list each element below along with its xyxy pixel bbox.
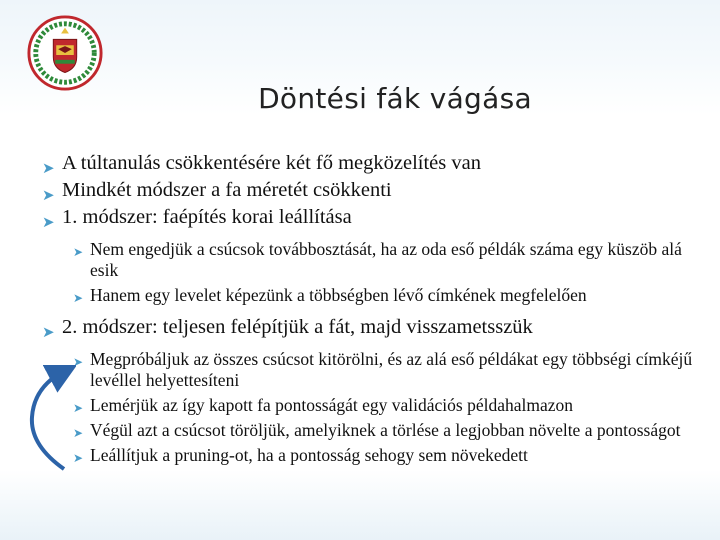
sub-bullet-text: Hanem egy levelet képezünk a többségben lévő címkének megfelelően <box>90 285 587 305</box>
sub-bullet-text: Leállítjuk a pruning-ot, ha a pontosság sehogy sem növekedett <box>90 445 528 465</box>
sub-bullet-text: Megpróbáljuk az összes csúcsot kitörölni, és az alá eső példákat egy többségi címkéjű levéllel helyettesíteni <box>90 349 693 390</box>
sub-bullet-2-1 <box>40 349 700 391</box>
sub-bullet-1-1 <box>40 239 700 281</box>
sub-bullet-2-4 <box>40 445 700 466</box>
slide-content <box>40 150 700 470</box>
slide-title: Döntési fák vágása <box>258 82 532 115</box>
arrow-bullet-icon: ➤ <box>42 159 55 177</box>
bullet-1 <box>40 150 700 177</box>
arrow-bullet-icon: ➤ <box>42 186 55 204</box>
sub-bullet-2-3 <box>40 420 700 441</box>
bullet-2 <box>40 177 700 204</box>
bullet-3 <box>40 204 700 231</box>
bullet-text: 2. módszer: teljesen felépítjük a fát, majd visszametsszük <box>62 316 533 338</box>
sub-bullet-text: Végül azt a csúcsot töröljük, amelyiknek a törlése a legjobban növelte a pontosságot <box>90 420 681 440</box>
arrow-bullet-icon: ➤ <box>73 245 84 259</box>
sub-bullet-text: Nem engedjük a csúcsok továbbosztását, ha az oda eső példák száma egy küszöb alá esik <box>90 239 682 280</box>
bullet-4 <box>40 314 700 341</box>
sub-bullet-1-2 <box>40 285 700 306</box>
footer-band <box>0 470 720 540</box>
bullet-text: A túltanulás csökkentésére két fő megközelítés van <box>62 152 481 174</box>
sub-bullet-2-2 <box>40 395 700 416</box>
loop-arrow-icon <box>26 365 76 475</box>
arrow-bullet-icon: ➤ <box>73 401 84 415</box>
university-crest-icon <box>26 14 104 92</box>
arrow-bullet-icon: ➤ <box>42 213 55 231</box>
arrow-bullet-icon: ➤ <box>73 451 84 465</box>
arrow-bullet-icon: ➤ <box>73 426 84 440</box>
arrow-bullet-icon: ➤ <box>73 291 84 305</box>
bullet-text: Mindkét módszer a fa méretét csökkenti <box>62 179 392 201</box>
bullet-text: 1. módszer: faépítés korai leállítása <box>62 206 352 228</box>
arrow-bullet-icon: ➤ <box>73 355 84 369</box>
sub-bullet-text: Lemérjük az így kapott fa pontosságát egy validációs példahalmazon <box>90 395 574 415</box>
arrow-bullet-icon: ➤ <box>42 323 55 341</box>
